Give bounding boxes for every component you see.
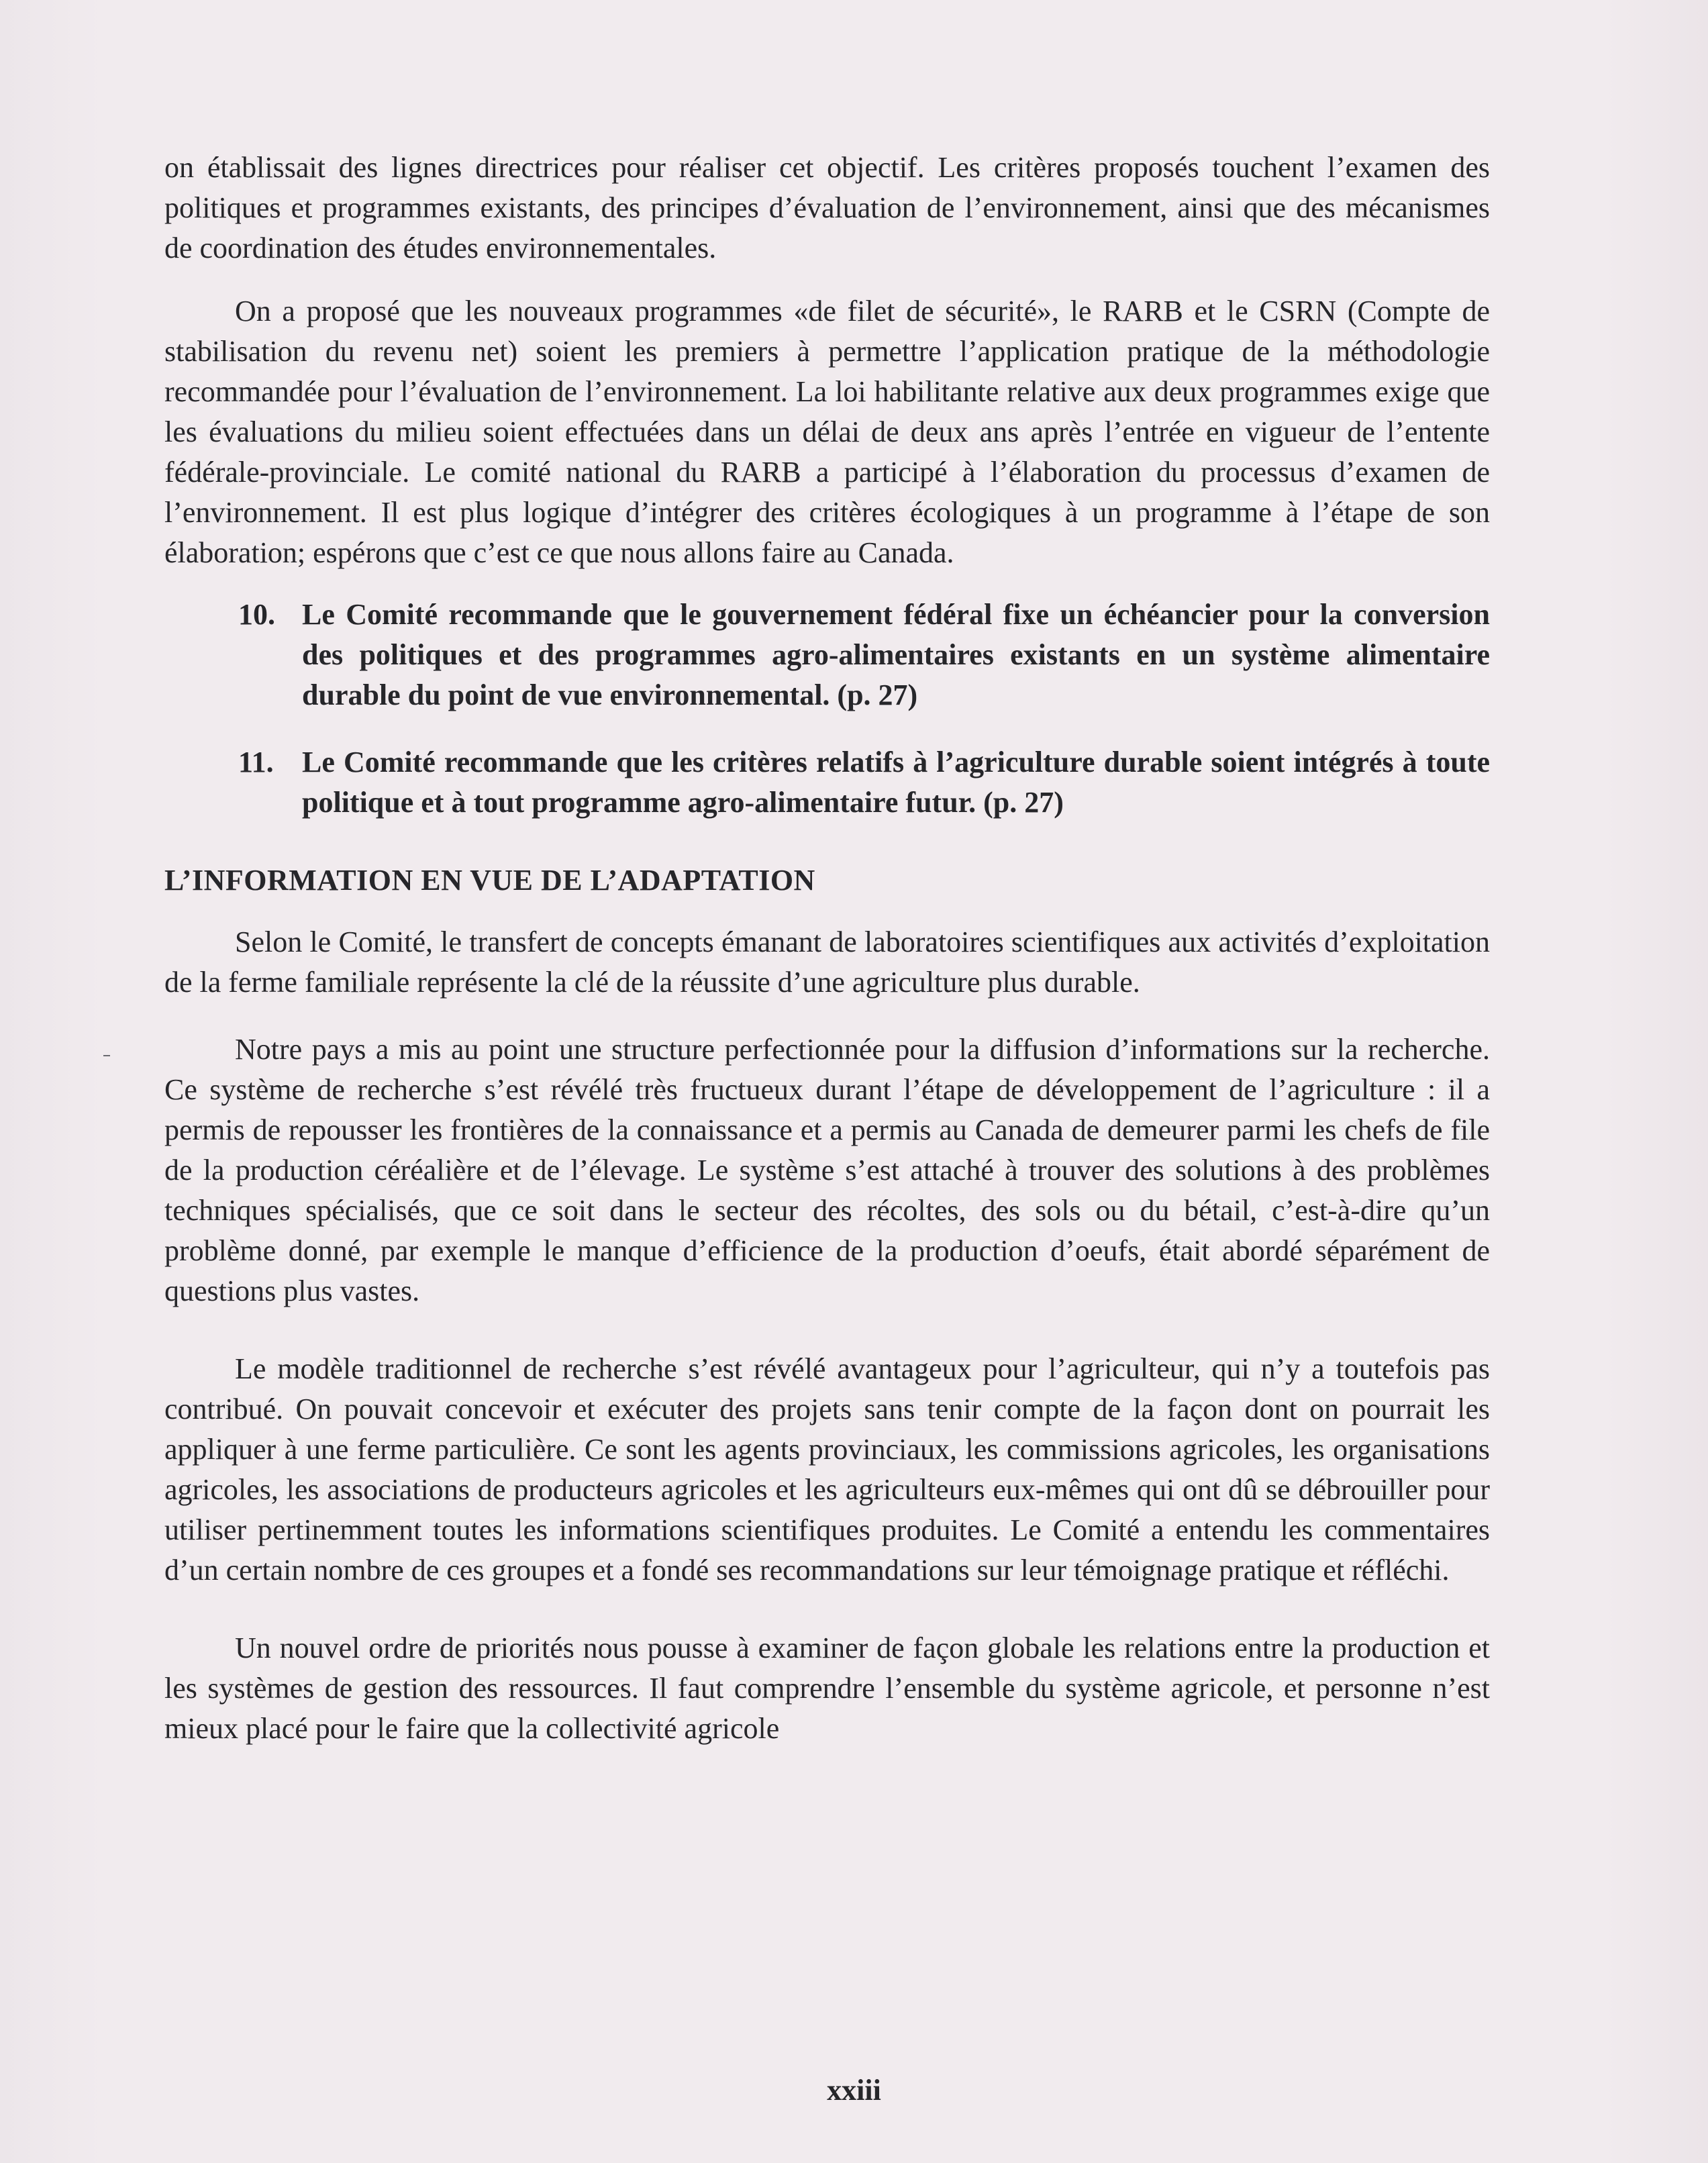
paragraph-2: On a proposé que les nouveaux programmes «de filet de sécurité», le RARB et le CSRN (Compte de stabilisation du revenu net) soient les premiers à permettre l’application pratique de la méthodologie recommandée pour l’évaluation de l’environnement. La loi habilitante relative aux deux programmes exige que les évaluations du milieu soient effectuées dans un délai de deux ans après l’entrée en vigueur de l’entente fédérale-provinciale. Le comité national du RARB a participé à l’élaboration du processus d’examen de l’environnement. Il est plus logique d’intégrer des critères écologiques à un programme à l’étape de son élaboration; espérons que c’est ce que nous allons faire au Canada. bbox=[164, 295, 1490, 569]
recommendation-number: 11. bbox=[238, 746, 274, 778]
paragraph-1: on établissait des lignes directrices pour réaliser cet objectif. Les critères proposés touchent l’examen des politiques et programmes existants, des principes d’évaluation de l’environnement, ainsi que des mécanismes de coordination des études environnementales. bbox=[164, 151, 1490, 264]
paragraph-3: Selon le Comité, le transfert de concepts émanant de laboratoires scientifiques aux activités d’exploitation de la ferme familiale représente la clé de la réussite d’une agriculture plus durable. bbox=[164, 925, 1490, 999]
recommendation-text: Le Comité recommande que le gouvernement fédéral fixe un échéancier pour la conversion des politiques et des programmes agro-alimentaires existants en un système alimentaire durable du point de vue environnemental. (p. 27) bbox=[302, 598, 1490, 711]
page-body bbox=[164, 148, 1490, 1749]
paragraph-6: Un nouvel ordre de priorités nous pousse à examiner de façon globale les relations entre la production et les systèmes de gestion des ressources. Il faut comprendre l’ensemble du système agricole, et personne n’est mieux placé pour le faire que la collectivité agricole bbox=[164, 1631, 1490, 1745]
page-number: xxiii bbox=[827, 2074, 881, 2107]
margin-mark bbox=[103, 1055, 110, 1056]
paragraph-4: Notre pays a mis au point une structure perfectionnée pour la diffusion d’informations sur la recherche. Ce système de recherche s’est révélé très fructueux durant l’étape de développement de l’agriculture : il a permis de repousser les frontières de la connaissance et a permis au Canada de demeurer parmi les chefs de file de la production céréalière et de l’élevage. Le système s’est attaché à trouver des solutions à des problèmes techniques spécialisés, que ce soit dans le secteur des récoltes, des sols ou du bétail, c’est-à-dire qu’un problème donné, par exemple le manque d’efficience de la production d’oeufs, était abordé séparément de questions plus vastes. bbox=[164, 1033, 1490, 1307]
section-heading: L’INFORMATION EN VUE DE L’ADAPTATION bbox=[164, 864, 815, 897]
recommendation-11 bbox=[164, 742, 1490, 823]
recommendation-text: Le Comité recommande que les critères relatifs à l’agriculture durable soient intégrés à toute politique et à tout programme agro-alimentaire futur. (p. 27) bbox=[302, 746, 1490, 819]
recommendation-10 bbox=[164, 595, 1490, 715]
recommendation-number: 10. bbox=[238, 598, 275, 631]
paragraph-5: Le modèle traditionnel de recherche s’est révélé avantageux pour l’agriculteur, qui n’y a toutefois pas contribué. On pouvait concevoir et exécuter des projets sans tenir compte de la façon dont on pourrait les appliquer à une ferme particulière. Ce sont les agents provinciaux, les commissions agricoles, les organisations agricoles, les associations de producteurs agricoles et les agriculteurs eux-mêmes qui ont dû se débrouiller pour utiliser pertinemment toutes les informations scientifiques produites. Le Comité a entendu les commentaires d’un certain nombre de ces groupes et a fondé ses recommandations sur leur témoignage pratique et réfléchi. bbox=[164, 1352, 1490, 1587]
